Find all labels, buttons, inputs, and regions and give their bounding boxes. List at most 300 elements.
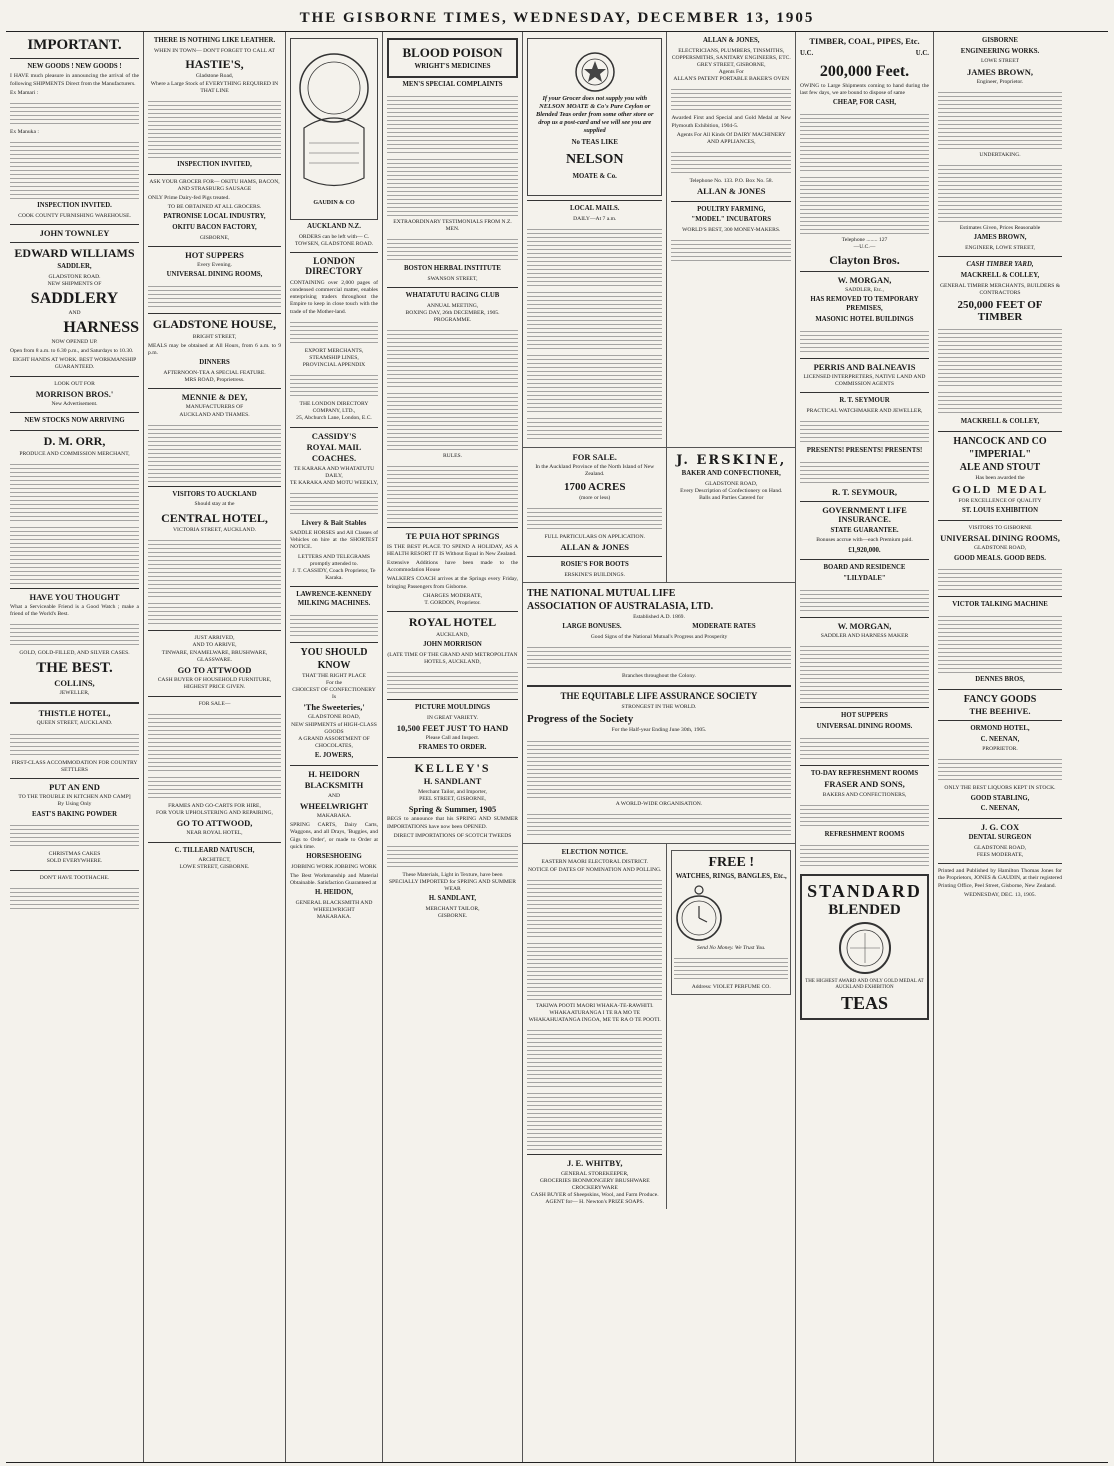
auckland-thames: AUCKLAND AND THAMES. bbox=[179, 411, 250, 418]
okitu-factory: OKITU BACON FACTORY, bbox=[172, 223, 257, 231]
new-goods: NEW GOODS ! NEW GOODS ! bbox=[27, 62, 122, 70]
best-place: IS THE BEST PLACE TO SPEND A HOLIDAY, AS A HEALTH RESORT IT IS Without Equal in New Zealand. bbox=[387, 543, 518, 557]
wheelwright: WHEELWRIGHT bbox=[299, 800, 369, 811]
masonic-buildings: MASONIC HOTEL BUILDINGS bbox=[815, 315, 914, 323]
no-teas-like: No TEAS LIKE bbox=[571, 139, 618, 147]
new-stocks: NEW STOCKS NOW ARRIVING bbox=[24, 417, 125, 425]
refreshment-rooms: REFRESHMENT ROOMS bbox=[824, 830, 905, 838]
auckland-province: In the Auckland Province of the North Island of New Zealand. bbox=[535, 464, 655, 478]
blood-poison-ad bbox=[387, 38, 518, 78]
auckland-nz: AUCKLAND N.Z. bbox=[307, 223, 361, 230]
250000-feet: 250,000 FEET OF TIMBER bbox=[957, 298, 1043, 323]
gladstone-house: GLADSTONE HOUSE, bbox=[152, 316, 277, 331]
james-brown-2: JAMES BROWN, bbox=[973, 234, 1027, 242]
imperial: "IMPERIAL" bbox=[968, 448, 1032, 460]
visitors-gisborne: VISITORS TO GISBORNE bbox=[968, 524, 1032, 531]
cash-buyer: CASH BUYER OF HOUSEHOLD FURNITURE, bbox=[157, 677, 272, 684]
owing-shipments: OWING to Large Shipments coming to hand during the last few days, we are bound to dispose of same bbox=[800, 83, 929, 97]
abchurch: 25, Abchurch Lane, London, E.C. bbox=[296, 415, 372, 422]
gold-medal-icon bbox=[574, 51, 616, 93]
cheap-cash: CHEAP, FOR CASH, bbox=[832, 99, 897, 107]
choicest: CHOICEST OF CONFECTIONERY bbox=[292, 686, 376, 693]
masthead: THE GISBORNE TIMES, WEDNESDAY, DECEMBER 13, 1905 bbox=[6, 4, 1108, 32]
je-whitby: J. E. WHITBY, bbox=[566, 1158, 623, 1169]
issue-date: WEDNESDAY, DEC. 13, 1905. bbox=[964, 891, 1036, 898]
dental-surgeon: DENTAL SURGEON bbox=[968, 834, 1032, 842]
boxing-day: BOXING DAY, 26th DECEMBER, 1905. bbox=[405, 310, 500, 317]
gladstone-road: GLADSTONE ROAD. bbox=[48, 273, 101, 280]
allan-telephone: Telephone No. 133. P.O. Box No. 58. bbox=[689, 178, 773, 185]
the-sweeteries: 'The Sweeteries,' bbox=[303, 702, 365, 713]
h-sandlant: H. SANDLANT bbox=[423, 776, 482, 787]
hasties: HASTIE'S, bbox=[185, 56, 244, 71]
mennie-dey: MENNIE & DEY, bbox=[181, 392, 248, 402]
ex-manuka: Ex Manuka : bbox=[10, 128, 39, 135]
column-5-bottom bbox=[523, 844, 667, 1210]
grey-street: GREY STREET, GISBORNE, bbox=[696, 62, 766, 68]
dairy-machinery: Agents For All Kinds Of DAIRY MACHINERY AND APPLIANCES, bbox=[676, 131, 786, 145]
thistle-hotel: THISTLE HOTEL, bbox=[38, 708, 111, 719]
that-place: THAT THE RIGHT PLACE bbox=[302, 672, 366, 679]
full-particulars: FULL PARTICULARS ON APPLICATION. bbox=[544, 533, 646, 540]
collins: COLLINS, bbox=[54, 677, 95, 688]
materials-light: These Materials, Light in Texture, have been bbox=[402, 871, 503, 878]
established: Established A.D. 1869. bbox=[633, 614, 685, 621]
ex-mamari: Ex Mamari : bbox=[10, 89, 39, 96]
allan-jones-sale: ALLAN & JONES bbox=[560, 541, 629, 552]
easts-baking-powder: EAST'S BAKING POWDER bbox=[32, 810, 117, 818]
teas: TEAS bbox=[840, 993, 889, 1014]
branches: Branches throughout the Colony. bbox=[622, 673, 696, 680]
edward-williams: EDWARD WILLIAMS bbox=[14, 246, 135, 261]
gisborne-4: GISBORNE. bbox=[437, 913, 468, 920]
proprietor: PROPRIETOR. bbox=[982, 746, 1018, 753]
estimates-given: Estimates Given, Prices Reasonable bbox=[959, 225, 1041, 232]
cox-gladstone: GLADSTONE ROAD, bbox=[973, 845, 1027, 851]
now-opened: NOW OPENED UP. bbox=[51, 339, 98, 345]
national-mutual-title: THE NATIONAL MUTUAL LIFE bbox=[527, 588, 676, 600]
hot-suppers-2: HOT SUPPERS bbox=[841, 712, 888, 720]
printed-by: Printed and Published by Hamilton Thomas Jones for the Proprietors, JONES & GAUDIN, at their registered Printing Office, Peel Street, Gisborne, New Zealand. bbox=[938, 868, 1062, 889]
moate-co: MOATE & Co. bbox=[572, 172, 617, 180]
strongest-world: STRONGEST IN THE WORLD. bbox=[621, 704, 697, 711]
send-no-money: Send No Money. We Trust You. bbox=[697, 945, 766, 952]
electricians: ELECTRICIANS, PLUMBERS, TINSMITHS, COPPERSMITHS, SANITARY ENGINEERS, ETC. bbox=[671, 47, 791, 61]
equitable-title: THE EQUITABLE LIFE ASSURANCE SOCIETY bbox=[560, 691, 758, 702]
fancy-goods: FANCY GOODS bbox=[963, 693, 1037, 705]
should-stay: Should stay at the bbox=[194, 501, 235, 508]
saddle-horses: SADDLE HORSES and All Classes of Vehicles on hire at the SHORTEST NOTICE. bbox=[290, 530, 378, 551]
j-erskine: J. ERSKINE, bbox=[676, 452, 787, 468]
london-company: THE LONDON DIRECTORY COMPANY, LTD., bbox=[299, 401, 369, 415]
standard: STANDARD bbox=[807, 881, 922, 902]
nothing-like-leather: THERE IS NOTHING LIKE LEATHER. bbox=[153, 37, 276, 44]
the-best: THE BEST. bbox=[36, 659, 113, 676]
agents-for: Agents For bbox=[718, 69, 744, 76]
bakers-confectioners: BAKERS AND CONFECTIONERS, bbox=[822, 791, 907, 798]
late-grand: (LATE TIME OF THE GRAND AND METROPOLITAN HOTELS, AUCKLAND, bbox=[387, 651, 518, 665]
best-liquors: ONLY THE BEST LIQUORS KEPT IN STOCK. bbox=[944, 785, 1056, 792]
ormond-hotel: ORMOND HOTEL, bbox=[970, 724, 1030, 732]
export-merchants: EXPORT MERCHANTS, bbox=[304, 347, 364, 354]
general-blacksmith: GENERAL BLACKSMITH AND WHEELWRIGHT bbox=[295, 899, 373, 913]
and-label: AND bbox=[68, 309, 81, 316]
grocer-text: If your Grocer does not supply you with NELSON MOATE & Co's Pure Ceylon or Blended Teas order from some other store or drop us a post-card and we will see you are supplied bbox=[536, 94, 654, 135]
200000-feet: 200,000 Feet. bbox=[819, 63, 910, 81]
saddler-etc: SADDLER, Etc., bbox=[845, 287, 884, 294]
merchant-tailor-2: MERCHANT TAILOR, bbox=[425, 906, 480, 913]
natusch: C. TILLEARD NATUSCH, bbox=[174, 846, 255, 854]
extensive-additions: Extensive Additions have been made to the Accommodation House bbox=[387, 560, 518, 574]
dennes-bros: DENNES BROS, bbox=[975, 675, 1025, 683]
specially-imported: SPECIALLY IMPORTED for SPRING AND SUMMER WEAR bbox=[388, 879, 517, 893]
w-morgan: W. MORGAN, bbox=[837, 274, 892, 285]
afternoon-tea: AFTERNOON-TEA A SPECIAL FEATURE. bbox=[163, 369, 266, 376]
watches-rings: WATCHES, RINGS, BANGLES, Etc., bbox=[675, 873, 787, 881]
violet-perfume: Address: VIOLET PERFUME CO. bbox=[691, 984, 771, 991]
board-residence: BOARD AND RESIDENCE bbox=[823, 564, 906, 572]
bright-street: BRIGHT STREET, bbox=[192, 333, 237, 340]
when-in-town: WHEN IN TOWN— DON'T FORGET TO CALL AT bbox=[154, 47, 275, 54]
coaches: COACHES. bbox=[311, 453, 357, 464]
please-inspect: Please Call and Inspect. bbox=[425, 735, 480, 742]
column-5-top bbox=[523, 32, 667, 447]
excellence-quality: FOR EXCELLENCE OF QUALITY bbox=[958, 498, 1042, 504]
know: KNOW bbox=[317, 659, 351, 671]
spring-summer: Spring & Summer, 1905 bbox=[408, 804, 497, 815]
good-signs: Good Signs of the National Mutual's Progress and Prosperity bbox=[590, 633, 728, 640]
timber-merchants: GENERAL TIMBER MERCHANTS, BUILDERS & CONTRACTORS bbox=[939, 282, 1061, 296]
shipments-intro: I HAVE much pleasure in announcing the arrival of the following SHIPMENTS Direct from the Manufacturers. bbox=[10, 73, 139, 87]
takiwa: TAKIWA POOTI MAORI WHAKA-TE-RAWHITI. bbox=[535, 1002, 654, 1009]
produce-merchant: PRODUCE AND COMMISSION MERCHANT, bbox=[19, 450, 130, 457]
ask-grocer: ASK YOUR GROCER FOR— OKITU HAMS, BACON, AND STRASBURG SAUSAGE bbox=[149, 178, 280, 192]
eastern-maori: EASTERN MAORI ELECTORAL DISTRICT. bbox=[541, 859, 648, 866]
free-watches-ad bbox=[671, 850, 791, 995]
timber-coal: TIMBER, COAL, PIPES, Etc. bbox=[809, 36, 920, 46]
w-morgan-2: W. MORGAN, bbox=[837, 620, 892, 631]
t-gordon: T. GORDON, Proprietor. bbox=[424, 599, 481, 606]
uc-left: U.C. bbox=[800, 50, 814, 58]
dinners: DINNERS bbox=[199, 359, 230, 366]
te-karaka-daily: TE KARAKA AND WHATATUTU DAILY, bbox=[293, 465, 375, 479]
poultry-farming: POULTRY FARMING, bbox=[697, 205, 766, 213]
today-refreshment: TO-DAY REFRESHMENT ROOMS bbox=[810, 769, 919, 777]
fees-moderate: FEES MODERATE, bbox=[976, 852, 1024, 859]
c-neenan: C. NEENAN, bbox=[980, 735, 1020, 743]
saddlery: SADDLERY bbox=[30, 289, 119, 307]
great-variety: IN GREAT VARIETY. bbox=[426, 714, 479, 721]
engineering-works: ENGINEERING WORKS. bbox=[960, 47, 1040, 55]
jobbing-work: JOBBING WORK JOBBING WORK bbox=[291, 863, 377, 870]
obtained-grocers: TO BE OBTAINED AT ALL GROCERS. bbox=[167, 204, 262, 211]
chocolates: A GRAND ASSORTMENT OF CHOCOLATES, bbox=[298, 735, 370, 750]
watchmaker: PRACTICAL WATCHMAKER AND JEWELLER, bbox=[806, 407, 923, 414]
rules: RULES. bbox=[442, 453, 463, 460]
have-you-thought: HAVE YOU THOUGHT bbox=[29, 591, 120, 602]
harness: HARNESS bbox=[63, 319, 139, 336]
bonuses-total: £1,920,000. bbox=[848, 546, 881, 554]
mackrell-colley-2: MACKRELL & COLLEY, bbox=[960, 418, 1040, 426]
column-5-mid bbox=[523, 448, 667, 582]
govt-life: GOVERNMENT LIFE INSURANCE. bbox=[822, 505, 907, 525]
jg-cox: J. G. COX bbox=[980, 821, 1020, 832]
livery-stables: Livery & Bait Stables bbox=[301, 519, 367, 528]
award-seal-icon bbox=[830, 921, 900, 975]
james-brown: JAMES BROWN, bbox=[966, 66, 1034, 77]
lowe-street-8: LOWE STREET bbox=[980, 58, 1020, 65]
royal-hotel: ROYAL HOTEL bbox=[408, 615, 497, 630]
spring-carts: SPRING CARTS, Dairy Carts, Waggons, and all Drays, 'Buggies, and Gigs to Order', or made to Order at quick time. bbox=[290, 822, 378, 850]
ornate-scroll-icon bbox=[294, 48, 374, 198]
tinware: TINWARE, ENAMELWARE, BRUSHWARE, GLASSWARE. bbox=[161, 649, 268, 663]
hancock-co: HANCOCK AND CO bbox=[953, 435, 1047, 447]
okitu-gisborne: GISBORNE, bbox=[199, 234, 230, 241]
universal-dining-8: UNIVERSAL DINING ROOMS, bbox=[940, 533, 1060, 543]
motu-weekly: TE KARAKA AND MOTU WEEKLY, bbox=[290, 479, 378, 486]
royal-mail: ROYAL MAIL bbox=[306, 441, 362, 452]
inspection-invited-2: INSPECTION INVITED, bbox=[177, 160, 252, 168]
christmas-cakes: CHRISTMAS CAKES bbox=[48, 851, 101, 858]
baker-confectioner: BAKER AND CONFECTIONER, bbox=[681, 469, 781, 477]
standard-teas-ad bbox=[800, 874, 929, 1020]
mens-special: MEN'S SPECIAL COMPLAINTS bbox=[402, 81, 503, 89]
dm-orr: D. M. ORR, bbox=[43, 433, 106, 448]
lilydale: "LILYDALE" bbox=[843, 574, 886, 582]
extraordinary-testimonials: EXTRAORDINARY TESTIMONIALS FROM N.Z. MEN. bbox=[393, 219, 512, 233]
balls-parties: Balls and Parties Catered for bbox=[699, 494, 764, 501]
furnishing-warehouse: COOK COUNTY FURNISHING WAREHOUSE. bbox=[18, 212, 131, 219]
gladstone-road-8: GLADSTONE ROAD, bbox=[973, 545, 1027, 552]
local-mails: LOCAL MAILS. bbox=[569, 205, 620, 212]
cassidys: CASSIDY'S bbox=[311, 430, 357, 441]
saddler-harness: SADDLER AND HARNESS MAKER bbox=[820, 632, 909, 639]
column-3 bbox=[286, 32, 383, 1462]
put-an-end: PUT AN END bbox=[49, 781, 100, 792]
meals-hours: MEALS may be obtained at All Hours, from 6 a.m. to 9 p.m. bbox=[148, 342, 281, 356]
fraser-sons: FRASER AND SONS, bbox=[824, 779, 905, 790]
te-puia: TE PUIA HOT SPRINGS bbox=[405, 531, 500, 542]
h-heidorn: H. HEIDORN bbox=[308, 768, 360, 779]
you-should: YOU SHOULD bbox=[300, 646, 368, 658]
e-jowers: E. JOWERS, bbox=[314, 752, 354, 760]
dates-nomination: NOTICE OF DATES OF NOMINATION AND POLLING. bbox=[527, 866, 662, 873]
agent-soaps: AGENT for— H. Newton's PRIZE SOAPS. bbox=[545, 1199, 645, 1206]
sold-everywhere: SOLD EVERYWHERE. bbox=[46, 858, 103, 865]
pocket-watch-icon bbox=[674, 884, 724, 942]
column-5-6 bbox=[523, 32, 796, 1462]
undertaking: UNDERTAKING. bbox=[979, 152, 1021, 159]
clayton-bros: Clayton Bros. bbox=[829, 253, 900, 268]
every-evening: Every Evening. bbox=[197, 262, 232, 269]
the-beehive: THE BEEHIVE. bbox=[969, 705, 1031, 716]
inspection-invited: INSPECTION INVITED. bbox=[37, 202, 112, 210]
accommodation: FIRST-CLASS ACCOMMODATION FOR COUNTRY SETTLERS bbox=[11, 759, 138, 773]
removed-premises: HAS REMOVED TO TEMPORARY PREMISES, bbox=[810, 296, 919, 313]
orders-left: ORDERS can be left with— C. TOWSEN, GLADSTONE ROAD. bbox=[294, 233, 374, 247]
frames-go-carts: FRAMES AND GO-CARTS FOR HIRE, bbox=[168, 802, 261, 809]
morrison-bros: MORRISON BROS.' bbox=[35, 388, 114, 399]
direct-importations: DIRECT IMPORTATIONS OF SCOTCH TWEEDS bbox=[393, 832, 512, 839]
has-been-awarded: Has been awarded the bbox=[975, 474, 1025, 481]
allan-jones-2: ALLAN & JONES bbox=[696, 186, 766, 197]
column-6-mid bbox=[667, 448, 795, 582]
feet-to-hand: 10,500 FEET JUST TO HAND bbox=[396, 722, 509, 733]
lowe-street: LOWE STREET, GISBORNE. bbox=[179, 864, 250, 871]
nelson: NELSON bbox=[565, 152, 624, 168]
swanson-street: SWANSON STREET, bbox=[427, 276, 478, 283]
hours: Open from 8 a.m. to 6.30 p.m., and Saturdays to 10.30. bbox=[10, 348, 134, 355]
provincial-appendix: PROVINCIAL APPENDIX bbox=[302, 361, 366, 368]
cash-timber-yard: CASH TIMBER YARD, bbox=[966, 261, 1034, 269]
london-directory: LONDON DIRECTORY bbox=[305, 257, 363, 278]
visitors-auckland: VISITORS TO AUCKLAND bbox=[172, 490, 257, 498]
allan-jones: ALLAN & JONES, bbox=[703, 37, 760, 44]
column-8 bbox=[934, 32, 1066, 1462]
mrs-road: MRS ROAD, Proprietress. bbox=[184, 376, 245, 383]
bakers-oven: ALLAN'S PATENT PORTABLE BAKER'S OVEN bbox=[673, 76, 790, 83]
uc-mark: —U.C.— bbox=[853, 244, 876, 251]
highest-award: THE HIGHEST AWARD AND ONLY GOLD MEDAL AT AUCKLAND EXHIBITION bbox=[805, 978, 924, 990]
moderate-rates: MODERATE RATES bbox=[692, 623, 756, 631]
merchant-tailor: Merchant Tailor, and Importer, bbox=[418, 788, 487, 795]
blacksmith: BLACKSMITH bbox=[304, 780, 364, 791]
watch-text: What a Serviceable Friend is a Good Watch ; make a friend of the World's Best. bbox=[10, 604, 139, 618]
progress-society: Progress of the Society bbox=[527, 713, 634, 726]
erskine-gladstone: GLADSTONE ROAD, bbox=[705, 480, 758, 487]
bonuses-accrue: Bonuses accrue with—each Premium paid. bbox=[816, 537, 913, 544]
universal-dining-2: UNIVERSAL DINING ROOMS. bbox=[816, 722, 913, 730]
uc-right: U.C. bbox=[915, 50, 929, 58]
column-6-top bbox=[667, 32, 795, 447]
begs-announce: BEGS to announce that his SPRING AND SUMMER IMPORTATIONS have now been OPENED. bbox=[387, 816, 518, 830]
letters-telegrams: LETTERS AND TELEGRAMS promptly attended to. bbox=[298, 553, 370, 567]
kitchen-trouble: TO THE TROUBLE IN KITCHEN AND CAMP] bbox=[18, 794, 131, 801]
columns bbox=[6, 32, 1108, 1463]
walkers-coach: WALKER'S COACH arrives at the Springs every Friday, bringing Passengers from Gisborne. bbox=[387, 576, 518, 590]
column-6-bottom bbox=[667, 844, 795, 1210]
royal-auckland: AUCKLAND, bbox=[436, 631, 469, 638]
st-louis: ST. LOUIS EXHIBITION bbox=[962, 507, 1038, 515]
workmanship: EIGHT HANDS AT WORK. BEST WORKMANSHIP GUARANTEED. bbox=[12, 357, 137, 371]
queen-street: QUEEN STREET, AUCKLAND. bbox=[36, 720, 113, 727]
architect: ARCHITECT, bbox=[198, 857, 231, 864]
national-mutual-title-2: ASSOCIATION OF AUSTRALASIA, LTD. bbox=[527, 601, 714, 613]
brewery-ornament bbox=[290, 38, 378, 220]
cash-buyer-sheep: CASH BUYER of Sheepskins, Wool, and Farm Produce. bbox=[530, 1191, 659, 1198]
frames-order: FRAMES TO ORDER. bbox=[418, 744, 487, 752]
near-royal-hotel: NEAR ROYAL HOTEL, bbox=[186, 830, 243, 837]
best-workmanship: The Best Workmanship and Material Obtainable. Satisfaction Guaranteed at bbox=[290, 872, 378, 886]
model-incubators: "MODEL" INCUBATORS bbox=[691, 216, 772, 224]
go-to-attwood: GO TO ATTWOOD bbox=[177, 664, 252, 675]
gold-medal: GOLD MEDAL bbox=[951, 483, 1049, 496]
important-heading: IMPORTANT. bbox=[27, 37, 122, 53]
erskines-buildings: ERSKINE'S BUILDINGS. bbox=[564, 571, 626, 578]
charges-moderate: CHARGES MODERATE, bbox=[422, 592, 483, 599]
perris-balneavis: PERRIS AND BALNEAVIS bbox=[813, 361, 916, 372]
hasties-address: Gladstone Road, bbox=[195, 73, 234, 80]
half-year: For the Half-year Ending June 30th, 1905. bbox=[611, 727, 707, 734]
engineer-proprietor: Engineer, Proprietor. bbox=[976, 78, 1024, 85]
victor-talking: VICTOR TALKING MACHINE bbox=[952, 601, 1048, 609]
just-arrived: JUST ARRIVED, bbox=[194, 635, 235, 642]
column-4 bbox=[383, 32, 523, 1462]
every-description: Every Description of Confectionery on Hand. bbox=[680, 487, 783, 494]
programme: PROGRAMME. bbox=[433, 317, 472, 324]
upholstering: FOR YOUR UPHOLSTERING AND REPAIRING, bbox=[156, 809, 273, 816]
sweeteries-address: GLADSTONE ROAD, bbox=[307, 714, 361, 721]
worlds-best: WORLD'S BEST, 300 MONEY-MAKERS. bbox=[682, 226, 781, 233]
saddler-label: SADDLER, bbox=[57, 262, 92, 270]
groceries: GROCERIES IRONMONGERY BRUSHWARE CROCKERYWARE bbox=[539, 1177, 650, 1191]
h-sandlant-2: H. SANDLANT, bbox=[428, 895, 477, 903]
peel-street: PEEL STREET, GISBORNE, bbox=[419, 795, 486, 802]
1700-acres: 1700 ACRES bbox=[564, 480, 626, 493]
annual-meeting: ANNUAL MEETING, bbox=[426, 302, 479, 309]
good-meals: GOOD MEALS. GOOD BEDS. bbox=[954, 554, 1046, 562]
boston-herbal: BOSTON HERBAL INSTITUTE bbox=[404, 265, 501, 273]
steamship-lines: STEAMSHIP LINES, bbox=[309, 354, 359, 361]
rt-seymour: R. T. SEYMOUR bbox=[839, 397, 890, 405]
election-notice: ELECTION NOTICE. bbox=[561, 848, 628, 856]
blood-poison: BLOOD POISON bbox=[402, 45, 503, 60]
daily-7am: DAILY—At 7 a.m. bbox=[573, 215, 617, 222]
good-stabling: GOOD STABLING, bbox=[970, 794, 1030, 802]
victoria-street: VICTORIA STREET, AUCKLAND. bbox=[172, 527, 257, 534]
only-prime: ONLY Prime Dairy-fed Pigs treated. bbox=[148, 194, 230, 201]
national-mutual-ad bbox=[523, 582, 795, 843]
manufacturers-of: MANUFACTURERS OF bbox=[185, 404, 244, 411]
gold-cases: GOLD, GOLD-FILLED, AND SILVER CASES. bbox=[19, 650, 130, 657]
rosies-boots: ROSIE'S FOR BOOTS bbox=[560, 561, 629, 569]
where-stock: Where a Large Stock of EVERYTHING REQUIRED IN THAT LINE bbox=[150, 80, 279, 94]
go-to-attwood-2: GO TO ATTWOOD, bbox=[176, 818, 253, 828]
for-sale: FOR SALE. bbox=[572, 451, 617, 462]
cassidy-proprietor: J. T. CASSIDY, Coach Proprietor, Te Karaka. bbox=[292, 567, 376, 581]
directory-text: CONTAINING over 2,000 pages of condensed commercial matter, enables enterprising traders throughout the Empire to keep in close touch with the trade of the Mother-land. bbox=[290, 279, 378, 315]
more-or-less: (more or less) bbox=[579, 494, 611, 501]
blended: BLENDED bbox=[828, 902, 901, 919]
dont-have-toothache: DON'T HAVE TOOTHACHE. bbox=[39, 874, 110, 881]
for-sale: FOR SALE— bbox=[198, 700, 231, 707]
awarded-medal: Awarded First and Special and Gold Medal at New Plymouth Exhibition, 1904-5. bbox=[671, 115, 791, 129]
high-class-goods: NEW SHIPMENTS of HIGH-CLASS GOODS bbox=[291, 721, 377, 735]
mackrell-colley: MACKRELL & COLLEY, bbox=[960, 271, 1040, 279]
general-storekeeper: GENERAL STOREKEEPER, bbox=[561, 1170, 629, 1177]
picture-mouldings: PICTURE MOULDINGS bbox=[415, 703, 490, 711]
ale-stout: ALE AND STOUT bbox=[959, 461, 1041, 473]
by-using: By Using Only bbox=[57, 801, 92, 808]
kennedy-machines: LAWRENCE-KENNEDY MILKING MACHINES. bbox=[296, 591, 372, 607]
column-1 bbox=[6, 32, 144, 1462]
state-guarantee: STATE GUARANTEE. bbox=[830, 526, 899, 534]
jeweller: JEWELLER, bbox=[59, 689, 90, 696]
telephone-127: Telephone ........ 127 bbox=[841, 237, 888, 244]
rt-seymour-2: R. T. SEYMOUR, bbox=[831, 486, 898, 497]
free: FREE ! bbox=[708, 854, 754, 870]
universal-dining: UNIVERSAL DINING ROOMS, bbox=[166, 271, 263, 279]
and-2: AND bbox=[327, 792, 341, 799]
central-hotel: CENTRAL HOTEL, bbox=[161, 510, 268, 525]
john-townley: JOHN TOWNLEY bbox=[39, 227, 110, 238]
new-shipments: NEW SHIPMENTS OF bbox=[47, 280, 102, 287]
column-7 bbox=[796, 32, 934, 1462]
presents: PRESENTS! PRESENTS! PRESENTS! bbox=[806, 447, 923, 454]
is-label: Is bbox=[331, 693, 337, 700]
nelson-tea-ad bbox=[527, 38, 662, 196]
whatatutu-racing: WHATATUTU RACING CLUB bbox=[405, 292, 500, 300]
